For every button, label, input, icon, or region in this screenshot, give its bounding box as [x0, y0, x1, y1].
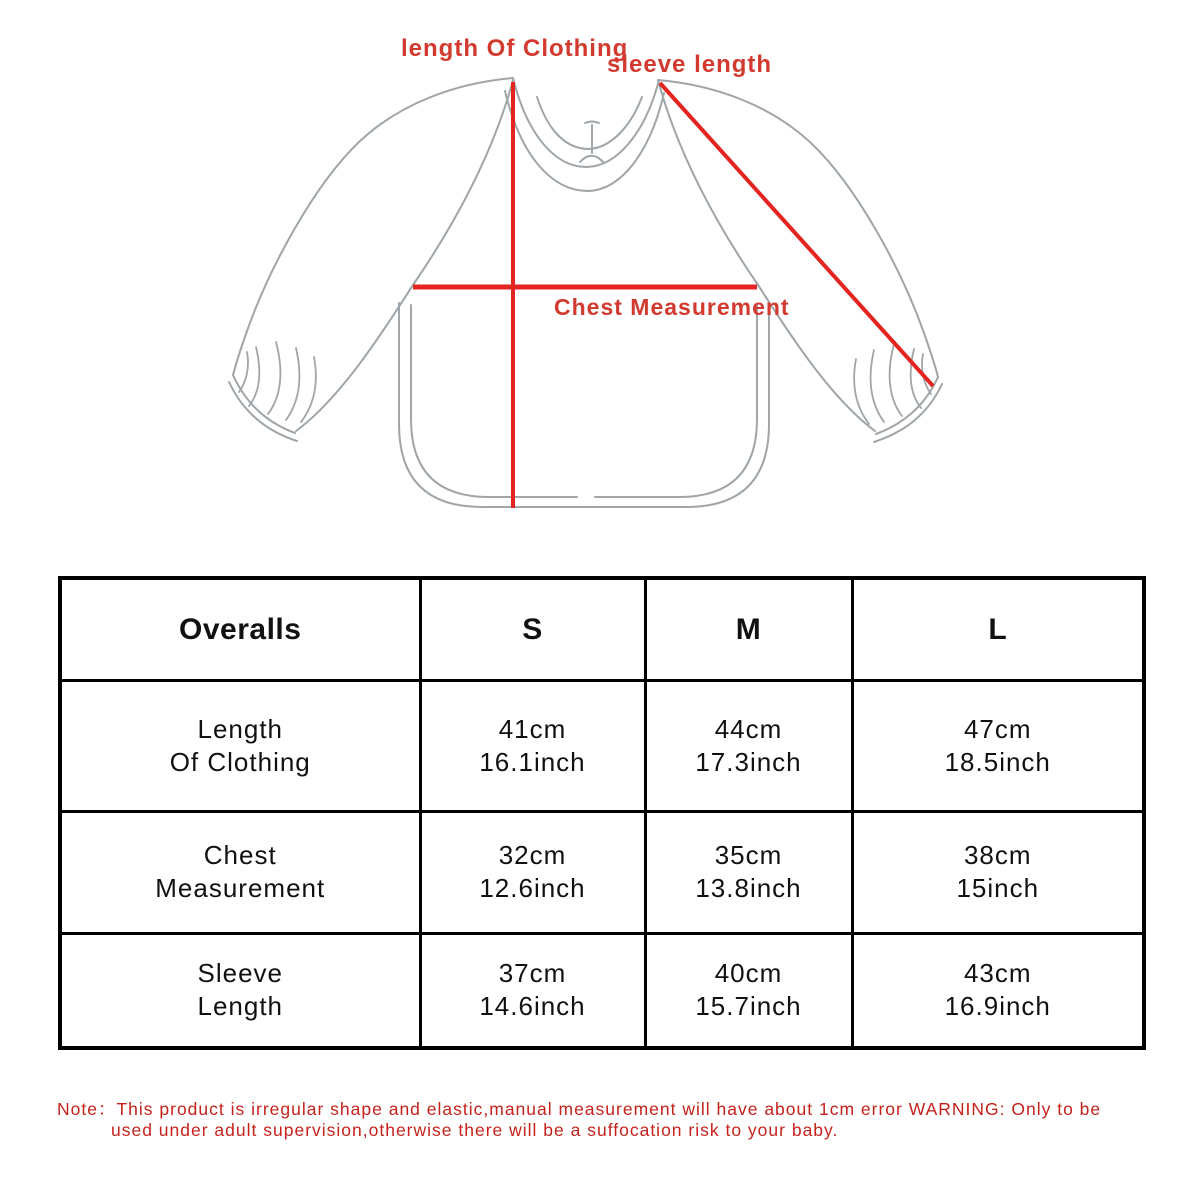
- value-cm: 43cm: [963, 958, 1032, 989]
- sleeve-measure-line: [660, 83, 933, 386]
- cell-length-s: [420, 680, 645, 811]
- cell-chest-m: [645, 811, 852, 933]
- cell-length-m: [645, 680, 852, 811]
- value-cm: 44cm: [714, 713, 783, 744]
- table-row-sleeve-length: [60, 933, 1144, 1048]
- cell-sleeve-m: [645, 933, 852, 1048]
- left-cuff-gathers: [239, 342, 316, 422]
- header-cell-size-m: M: [645, 578, 852, 680]
- value-cm: 37cm: [498, 958, 567, 989]
- value-cm: 41cm: [498, 713, 567, 744]
- value-inch: 15.7inch: [695, 991, 802, 1022]
- value-cm: 32cm: [498, 840, 567, 870]
- body-outline-outer: [399, 303, 769, 507]
- measurement-label-length: length Of Clothing: [401, 35, 629, 62]
- value-inch: 16.1inch: [479, 746, 586, 777]
- cell-chest-s: [420, 811, 645, 933]
- row-label-length-of-clothing: [60, 680, 420, 811]
- collar-band-curve: [505, 91, 664, 191]
- value-inch: 13.8inch: [695, 873, 802, 903]
- row-label-line: Of Clothing: [169, 746, 311, 777]
- table-row-length-of-clothing: [60, 680, 1144, 811]
- back-neck-curve: [537, 97, 642, 149]
- value-cm: 40cm: [714, 958, 783, 989]
- row-label-line: Chest: [203, 840, 277, 870]
- right-cuff-gathers: [854, 344, 931, 424]
- header-cell-overalls: Overalls: [60, 578, 420, 680]
- row-label-sleeve-length: [60, 933, 420, 1048]
- measurement-label-chest: Chest Measurement: [554, 294, 790, 320]
- cell-chest-l: [852, 811, 1144, 933]
- value-inch: 14.6inch: [479, 991, 586, 1022]
- garment-outline: [229, 78, 942, 507]
- value-cm: 47cm: [963, 713, 1032, 744]
- header-cell-size-s: S: [420, 578, 645, 680]
- value-cm: 38cm: [963, 840, 1032, 870]
- cell-sleeve-s: [420, 933, 645, 1048]
- value-cm: 35cm: [714, 840, 783, 870]
- table-header-row: [60, 578, 1144, 680]
- garment-diagram-svg: [0, 0, 1200, 565]
- left-raglan-seam: [296, 80, 513, 431]
- row-label-chest-measurement: [60, 811, 420, 933]
- value-inch: 17.3inch: [695, 746, 802, 777]
- row-label-line: Measurement: [155, 873, 326, 903]
- measurement-label-sleeve: sleeve length: [607, 51, 773, 78]
- hanger-loop-detail: [580, 122, 604, 164]
- right-cuff-edge-inner: [874, 384, 942, 442]
- row-label-line: Sleeve: [197, 958, 283, 989]
- value-inch: 16.9inch: [944, 991, 1051, 1022]
- header-cell-size-l: L: [852, 578, 1144, 680]
- note-text-line-1: Note：This product is irregular shape and elastic,manual measurement will have about 1cm error WARNING: Only to be: [57, 1099, 1102, 1119]
- garment-measurement-diagram: [0, 0, 1200, 565]
- cell-length-l: [852, 680, 1144, 811]
- table-row-chest-measurement: [60, 811, 1144, 933]
- body-outline-inner: [411, 305, 757, 497]
- row-label-line: Length: [197, 713, 284, 744]
- value-inch: 15inch: [956, 873, 1040, 903]
- left-sleeve-outer-edge: [233, 78, 513, 375]
- size-table: [58, 576, 1146, 1050]
- value-inch: 18.5inch: [944, 746, 1051, 777]
- note-text-line-2: used under adult supervision,otherwise there will be a suffocation risk to your baby.: [111, 1120, 839, 1140]
- value-inch: 12.6inch: [479, 873, 586, 903]
- right-raglan-seam: [658, 80, 875, 431]
- cell-sleeve-l: [852, 933, 1144, 1048]
- row-label-line: Length: [197, 991, 284, 1022]
